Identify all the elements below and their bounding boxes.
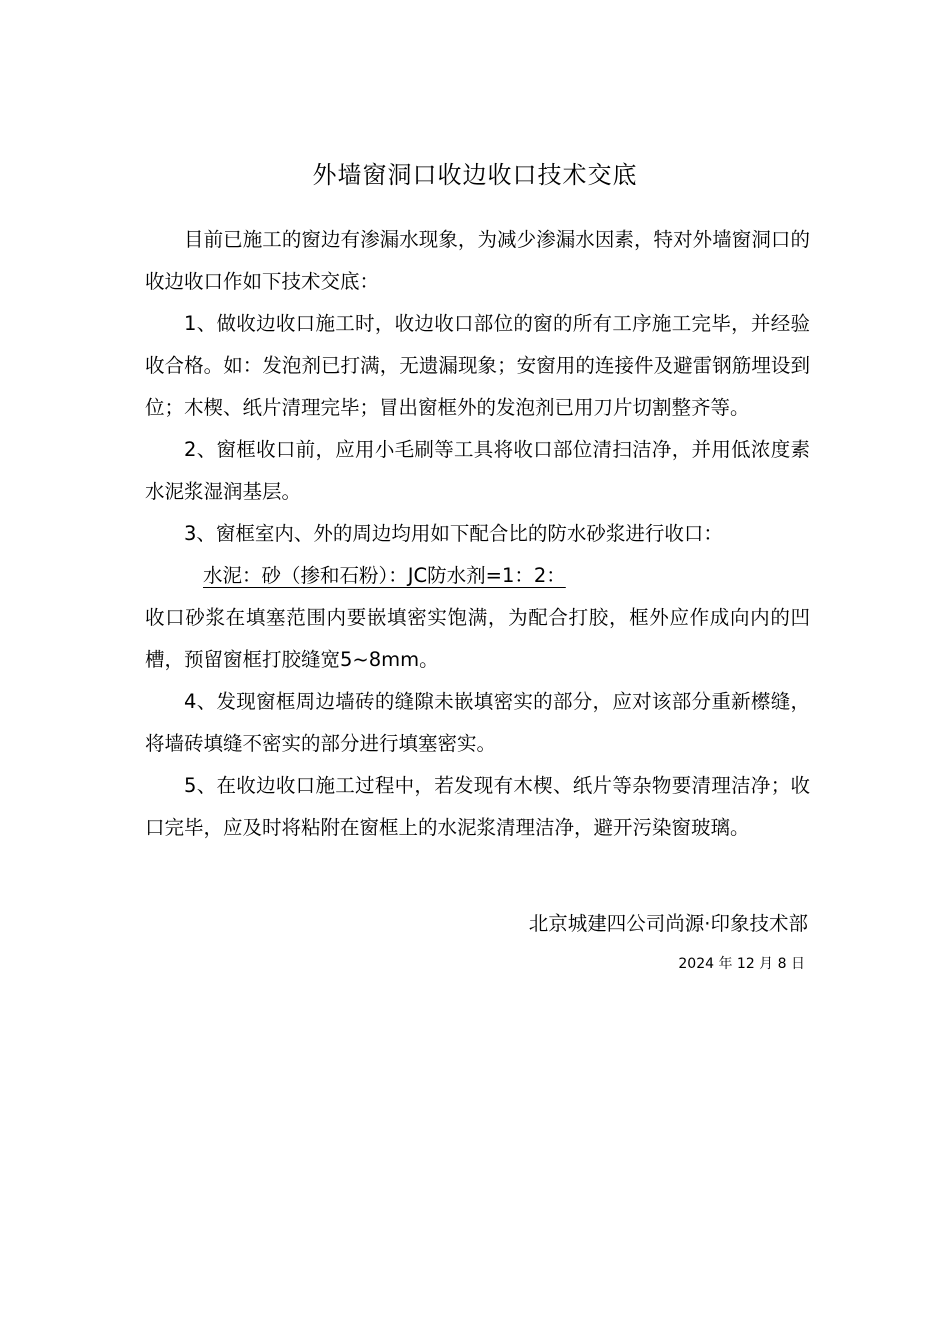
item-2-paragraph: 2、窗框收口前，应用小毛刷等工具将收口部位清扫洁净，并用低浓度素水泥浆湿润基层。 xyxy=(145,438,810,503)
document-date: 2024 年 12 月 8 日 xyxy=(678,956,805,972)
department-signature: 北京城建四公司尚源·印象技术部 xyxy=(528,912,808,935)
document-body xyxy=(145,219,810,849)
mix-ratio-text: 水泥：砂（掺和石粉）：JC防水剂=1：2： xyxy=(203,564,566,587)
document-title: 外墙窗洞口收边收口技术交底 xyxy=(312,161,638,189)
intro-paragraph: 目前已施工的窗边有渗漏水现象，为减少渗漏水因素，特对外墙窗洞口的收边收口作如下技术交底： xyxy=(145,228,810,293)
item-4-paragraph: 4、发现窗框周边墙砖的缝隙未嵌填密实的部分，应对该部分重新櫒缝，将墙砖填缝不密实的部分进行填塞密实。 xyxy=(145,690,810,755)
item-1-paragraph: 1、做收边收口施工时，收边收口部位的窗的所有工序施工完毕，并经验收合格。如：发泡剂已打满，无遗漏现象；安窗用的连接件及避雷钢筋埋设到位；木楔、纸片清理完毕；冒出窗框外的发泡剂已用刀片切割整齐等。 xyxy=(145,312,810,419)
item-5-paragraph: 5、在收边收口施工过程中，若发现有木楔、纸片等杂物要清理洁净；收口完毕，应及时将粘附在窗框上的水泥浆清理洁净，避开污染窗玻璃。 xyxy=(145,774,810,839)
item-3-paragraph: 3、窗框室内、外的周边均用如下配合比的防水砂浆进行收口： xyxy=(184,522,723,545)
mix-ratio-formula xyxy=(145,555,810,597)
item-3-continuation: 收口砂浆在填塞范围内要嵌填密实饱满，为配合打胶，框外应作成向内的凹槽，预留窗框打胶缝宽5~8mm。 xyxy=(145,606,810,671)
